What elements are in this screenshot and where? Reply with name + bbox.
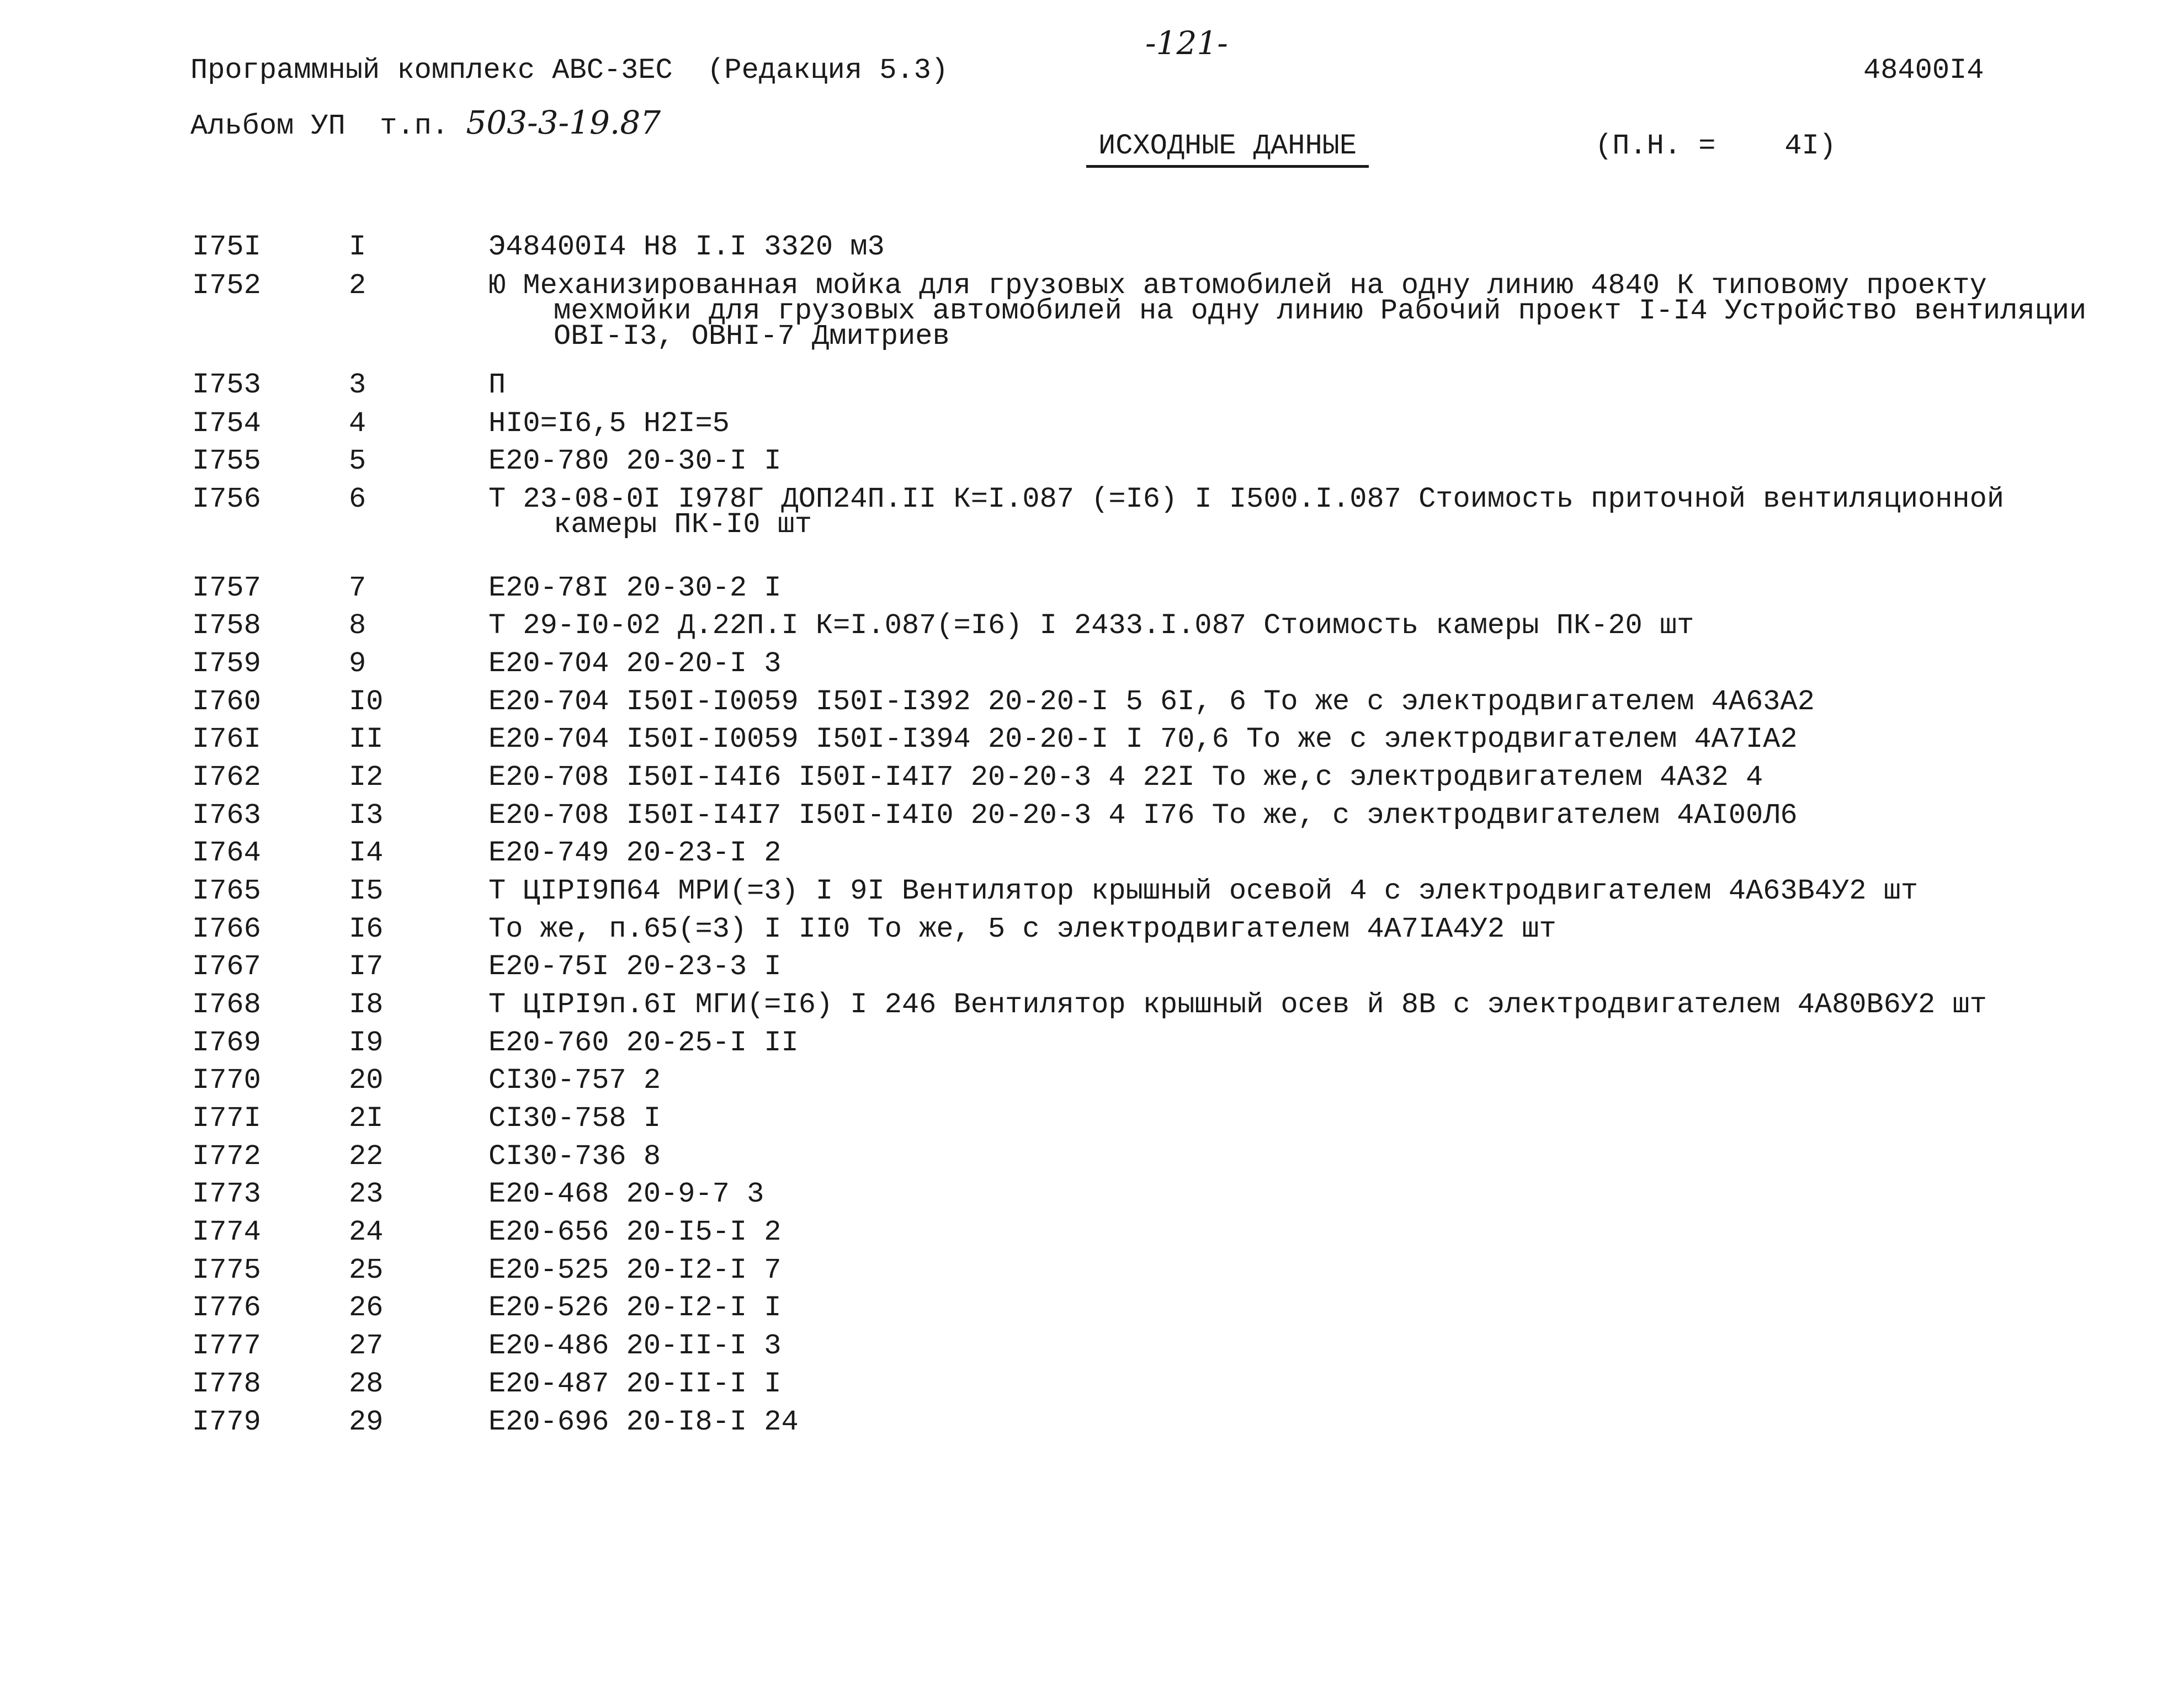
row-line-number: I763 <box>192 799 261 832</box>
row-content <box>488 483 2005 541</box>
row-content <box>488 1216 782 1248</box>
row-line-number: I756 <box>192 483 261 516</box>
row-line-number: I752 <box>192 269 261 302</box>
row-content <box>488 1102 661 1135</box>
row-content-line: Е20-760 20-25-I II <box>488 1027 799 1059</box>
row-index: 2 <box>349 269 366 302</box>
row-content <box>488 875 1919 907</box>
row-content-line: Э48400I4 Н8 I.I 3320 м3 <box>488 231 885 263</box>
row-index: I <box>349 231 366 263</box>
row-content <box>488 1330 782 1362</box>
tp-label: т.п. <box>380 110 449 142</box>
row-line-number: I775 <box>192 1254 261 1287</box>
row-content <box>488 799 1798 832</box>
row-index: 24 <box>349 1216 384 1248</box>
row-line-number: I759 <box>192 647 261 680</box>
row-content-line: Е20-487 20-II-I I <box>488 1368 782 1400</box>
row-content-line: СI30-757 2 <box>488 1064 661 1097</box>
row-content <box>488 445 782 477</box>
row-content-line: СI30-736 8 <box>488 1140 661 1173</box>
row-index: I0 <box>349 686 384 718</box>
row-index: I4 <box>349 837 384 869</box>
row-line-number: I760 <box>192 686 261 718</box>
row-index: 22 <box>349 1140 384 1173</box>
row-content-line: Е20-704 I50I-I0059 I50I-I392 20-20-I 5 6I, 6 То же с электродвигателем 4А63А2 <box>488 686 1815 718</box>
row-content <box>488 1064 661 1097</box>
row-line-number: I778 <box>192 1368 261 1400</box>
row-content <box>488 723 1798 756</box>
section-title: ИСХОДНЫЕ ДАННЫЕ <box>1086 130 1369 168</box>
row-content <box>488 837 782 869</box>
row-content <box>488 989 1987 1021</box>
row-index: 5 <box>349 445 366 477</box>
edition-label: (Редакция 5.3) <box>707 54 949 87</box>
row-index: I8 <box>349 989 384 1021</box>
row-line-number: I773 <box>192 1178 261 1210</box>
row-line-number: I767 <box>192 950 261 983</box>
row-content <box>488 686 1815 718</box>
row-index: 25 <box>349 1254 384 1287</box>
page-number: -121- <box>1145 24 1228 62</box>
row-line-number: I776 <box>192 1292 261 1324</box>
tp-value: 503-3-19.87 <box>466 104 661 141</box>
row-line-number: I774 <box>192 1216 261 1248</box>
row-index: II <box>349 723 384 756</box>
program-line <box>190 54 948 87</box>
row-index: I6 <box>349 913 384 945</box>
row-content-line: Е20-780 20-30-I I <box>488 445 782 477</box>
row-content-line: Т 29-I0-02 Д.22П.I К=I.087(=I6) I 2433.I.087 Стоимость камеры ПК-20 шт <box>488 609 1694 642</box>
row-index: 2I <box>349 1102 384 1135</box>
row-index: 9 <box>349 647 366 680</box>
row-content-line: Е20-525 20-I2-I 7 <box>488 1254 782 1287</box>
row-line-number: I757 <box>192 572 261 604</box>
row-content-line: Т ЦIРI9П64 МРИ(=3) I 9I Вентилятор крышный осевой 4 с электродвигателем 4А63В4У2 шт <box>488 875 1919 907</box>
row-line-number: I764 <box>192 837 261 869</box>
row-line-number: I765 <box>192 875 261 907</box>
row-line-number: I753 <box>192 369 261 401</box>
row-line-number: I762 <box>192 761 261 794</box>
row-content-line: мехмойки для грузовых автомобилей на одну линию Рабочий проект I-I4 Устройство вентиляции <box>554 295 2087 327</box>
row-content <box>488 647 782 680</box>
row-content <box>488 1406 799 1438</box>
row-index: 8 <box>349 609 366 642</box>
row-content-line: Е20-696 20-I8-I 24 <box>488 1406 799 1438</box>
row-index: 6 <box>349 483 366 516</box>
row-index: I3 <box>349 799 384 832</box>
row-content <box>488 407 730 440</box>
row-content-line: НI0=I6,5 Н2I=5 <box>488 407 730 440</box>
pn-value: 4I) <box>1784 130 1836 162</box>
row-line-number: I766 <box>192 913 261 945</box>
row-index: 26 <box>349 1292 384 1324</box>
row-index: 27 <box>349 1330 384 1362</box>
pn-block <box>1595 130 1836 163</box>
row-content <box>488 1140 661 1173</box>
row-line-number: I77I <box>192 1102 261 1135</box>
row-content <box>488 913 1556 945</box>
row-index: 28 <box>349 1368 384 1400</box>
row-line-number: I777 <box>192 1330 261 1362</box>
row-line-number: I770 <box>192 1064 261 1097</box>
row-content-line: Ю Механизированная мойка для грузовых автомобилей на одну линию 4840 К типовому проекту <box>488 269 1987 302</box>
row-content <box>488 572 782 604</box>
row-content-line: Е20-75I 20-23-3 I <box>488 950 782 983</box>
row-content <box>488 761 1763 794</box>
row-index: 20 <box>349 1064 384 1097</box>
row-line-number: I769 <box>192 1027 261 1059</box>
row-content <box>488 1254 782 1287</box>
row-content-line: Е20-486 20-II-I 3 <box>488 1330 782 1362</box>
row-content-line: Е20-708 I50I-I4I7 I50I-I4I0 20-20-3 4 I76 То же, с электродвигателем 4АI00Л6 <box>488 799 1798 832</box>
row-index: I9 <box>349 1027 384 1059</box>
program-label: Программный комплекс АВС-3ЕС <box>190 54 673 87</box>
row-line-number: I76I <box>192 723 261 756</box>
row-content-line: камеры ПК-I0 шт <box>554 508 812 541</box>
row-content <box>488 231 885 263</box>
row-line-number: I772 <box>192 1140 261 1173</box>
album-line <box>190 106 661 143</box>
row-content <box>488 1368 782 1400</box>
row-content <box>488 950 782 983</box>
row-index: 4 <box>349 407 366 440</box>
row-line-number: I768 <box>192 989 261 1021</box>
row-line-number: I779 <box>192 1406 261 1438</box>
row-index: 29 <box>349 1406 384 1438</box>
row-content-line: Е20-704 I50I-I0059 I50I-I394 20-20-I I 70,6 То же с электродвигателем 4А7IА2 <box>488 723 1798 756</box>
row-content-line: Е20-749 20-23-I 2 <box>488 837 782 869</box>
row-content <box>488 1027 799 1059</box>
row-line-number: I754 <box>192 407 261 440</box>
row-index: 7 <box>349 572 366 604</box>
row-content <box>488 1178 764 1210</box>
row-index: 3 <box>349 369 366 401</box>
row-line-number: I758 <box>192 609 261 642</box>
row-content-line: П <box>488 369 506 401</box>
row-content <box>488 1292 782 1324</box>
row-content-line: Т ЦIРI9п.6I МГИ(=I6) I 246 Вентилятор крышный осев й 8В с электродвигателем 4А80В6У2 шт <box>488 989 1987 1021</box>
row-content-line: Е20-468 20-9-7 3 <box>488 1178 764 1210</box>
row-index: I5 <box>349 875 384 907</box>
row-index: I7 <box>349 950 384 983</box>
album-label: Альбом УП <box>190 110 346 142</box>
doc-number: 48400I4 <box>1863 54 1984 87</box>
row-content <box>488 609 1694 642</box>
pn-label: (П.Н. = <box>1595 130 1716 162</box>
row-content-line: Е20-656 20-I5-I 2 <box>488 1216 782 1248</box>
row-content-line: То же, п.65(=3) I II0 То же, 5 с электродвигателем 4А7IА4У2 шт <box>488 913 1556 945</box>
row-content <box>488 269 2087 353</box>
row-content-line: Е20-78I 20-30-2 I <box>488 572 782 604</box>
row-index: 23 <box>349 1178 384 1210</box>
row-content-line: СI30-758 I <box>488 1102 661 1135</box>
row-line-number: I75I <box>192 231 261 263</box>
row-content-line: Е20-708 I50I-I4I6 I50I-I4I7 20-20-3 4 22I То же,с электродвигателем 4А32 4 <box>488 761 1763 794</box>
row-content-line: Е20-704 20-20-I 3 <box>488 647 782 680</box>
row-content-line: Е20-526 20-I2-I I <box>488 1292 782 1324</box>
row-content-line: Т 23-08-0I I978Г ДОП24П.II К=I.087 (=I6) I I500.I.087 Стоимость приточной вентиляционной <box>488 483 2005 516</box>
row-content-line: ОВI-I3, ОВНI-7 Дмитриев <box>554 320 950 353</box>
row-line-number: I755 <box>192 445 261 477</box>
row-content <box>488 369 506 401</box>
row-index: I2 <box>349 761 384 794</box>
